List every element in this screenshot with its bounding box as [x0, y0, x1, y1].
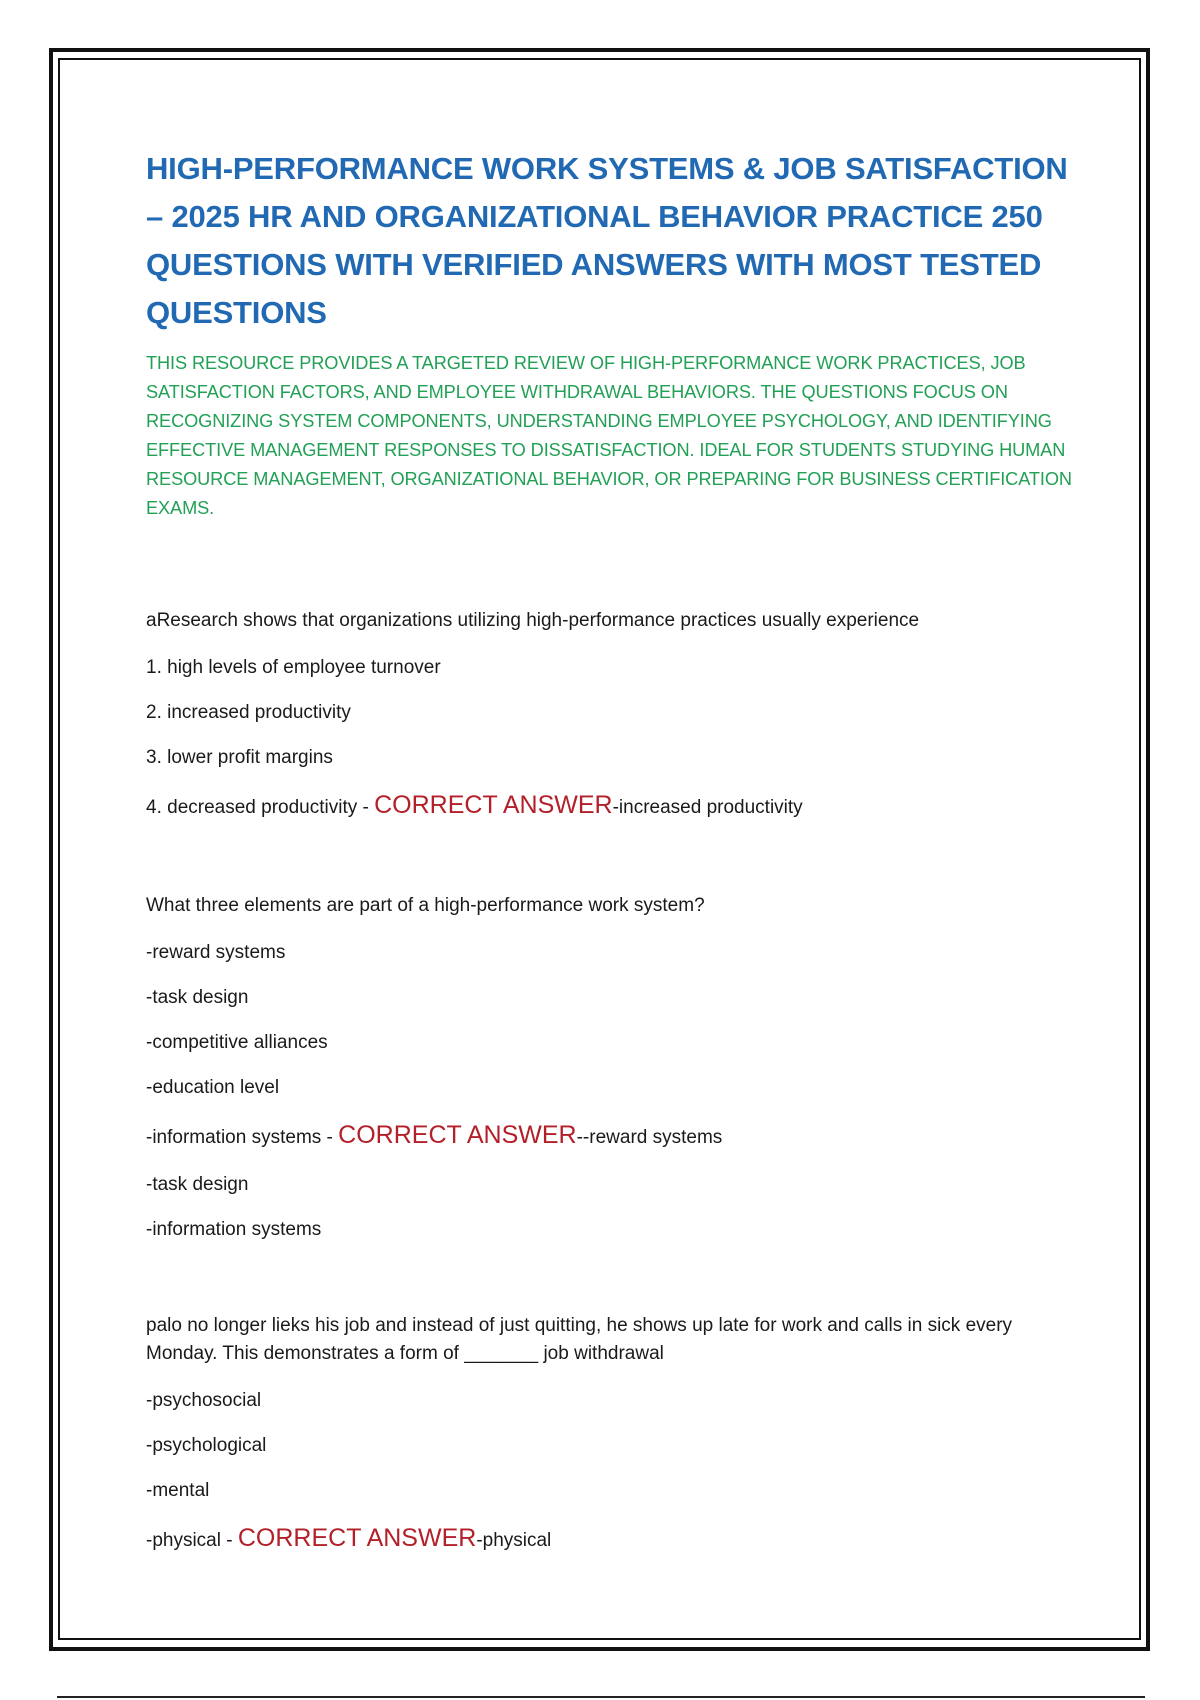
answer-option-last: -information systems -	[146, 1127, 339, 1148]
document-content	[146, 145, 1076, 1574]
question-text: aResearch shows that organizations utilizing high-performance practices usually experience	[146, 610, 920, 631]
page-bottom-rule	[57, 1696, 1145, 1698]
question-block-3	[146, 1312, 1076, 1557]
answer-option: -reward systems	[146, 942, 286, 963]
answer-option: -education level	[146, 1077, 280, 1098]
answer-option: -mental	[146, 1480, 210, 1501]
document-summary: THIS RESOURCE PROVIDES A TARGETED REVIEW OF HIGH-PERFORMANCE WORK PRACTICES, JOB SATISFACTION FACTORS, AND EMPLOYEE WITHDRAWAL BEHAVIORS. THE QUESTIONS FOCUS ON RECOGNIZING SYSTEM COMPONENTS, UNDERSTANDING EMPLOYEE PSYCHOLOGY, AND IDENTIFYING EFFECTIVE MANAGEMENT RESPONSES TO DISSATISFACTION. IDEAL FOR STUDENTS STUDYING HUMAN RESOURCE MANAGEMENT, ORGANIZATIONAL BEHAVIOR, OR PREPARING FOR BUSINESS CERTIFICATION EXAMS.	[146, 353, 1072, 518]
answer-option: -task design	[146, 987, 249, 1008]
answer-option: 3. lower profit margins	[146, 747, 333, 768]
answer-option: -psychological	[146, 1435, 267, 1456]
answer-line	[146, 789, 1076, 824]
document-title: HIGH-PERFORMANCE WORK SYSTEMS & JOB SATISFACTION – 2025 HR AND ORGANIZATIONAL BEHAVIOR PRACTICE 250 QUESTIONS WITH VERIFIED ANSWERS WITH MOST TESTED QUESTIONS	[146, 151, 1068, 330]
correct-answer-text: -physical	[476, 1530, 552, 1551]
answer-line	[146, 1522, 1076, 1557]
answer-option-last: 4. decreased productivity -	[146, 797, 375, 818]
answer-option: -psychosocial	[146, 1390, 262, 1411]
correct-answer-label: CORRECT ANSWER	[237, 1524, 477, 1552]
answer-option: 2. increased productivity	[146, 702, 351, 723]
correct-answer-continued: -task design	[146, 1174, 249, 1195]
answer-option-last: -physical -	[146, 1530, 238, 1551]
correct-answer-label: CORRECT ANSWER	[338, 1121, 577, 1149]
question-text: What three elements are part of a high-performance work system?	[146, 895, 705, 916]
correct-answer-text: --reward systems	[576, 1127, 723, 1148]
answer-option: 1. high levels of employee turnover	[146, 657, 441, 678]
question-block-1	[146, 607, 1076, 824]
answer-line	[146, 1119, 1076, 1154]
answer-option: -competitive alliances	[146, 1032, 328, 1053]
correct-answer-text: -increased productivity	[612, 797, 803, 818]
correct-answer-continued: -information systems	[146, 1219, 322, 1240]
correct-answer-label: CORRECT ANSWER	[374, 791, 613, 819]
question-block-2	[146, 892, 1076, 1244]
question-text: palo no longer lieks his job and instead of just quitting, he shows up late for work and calls in sick every Monday. This demonstrates a form of _______ job withdrawal	[146, 1315, 1013, 1364]
